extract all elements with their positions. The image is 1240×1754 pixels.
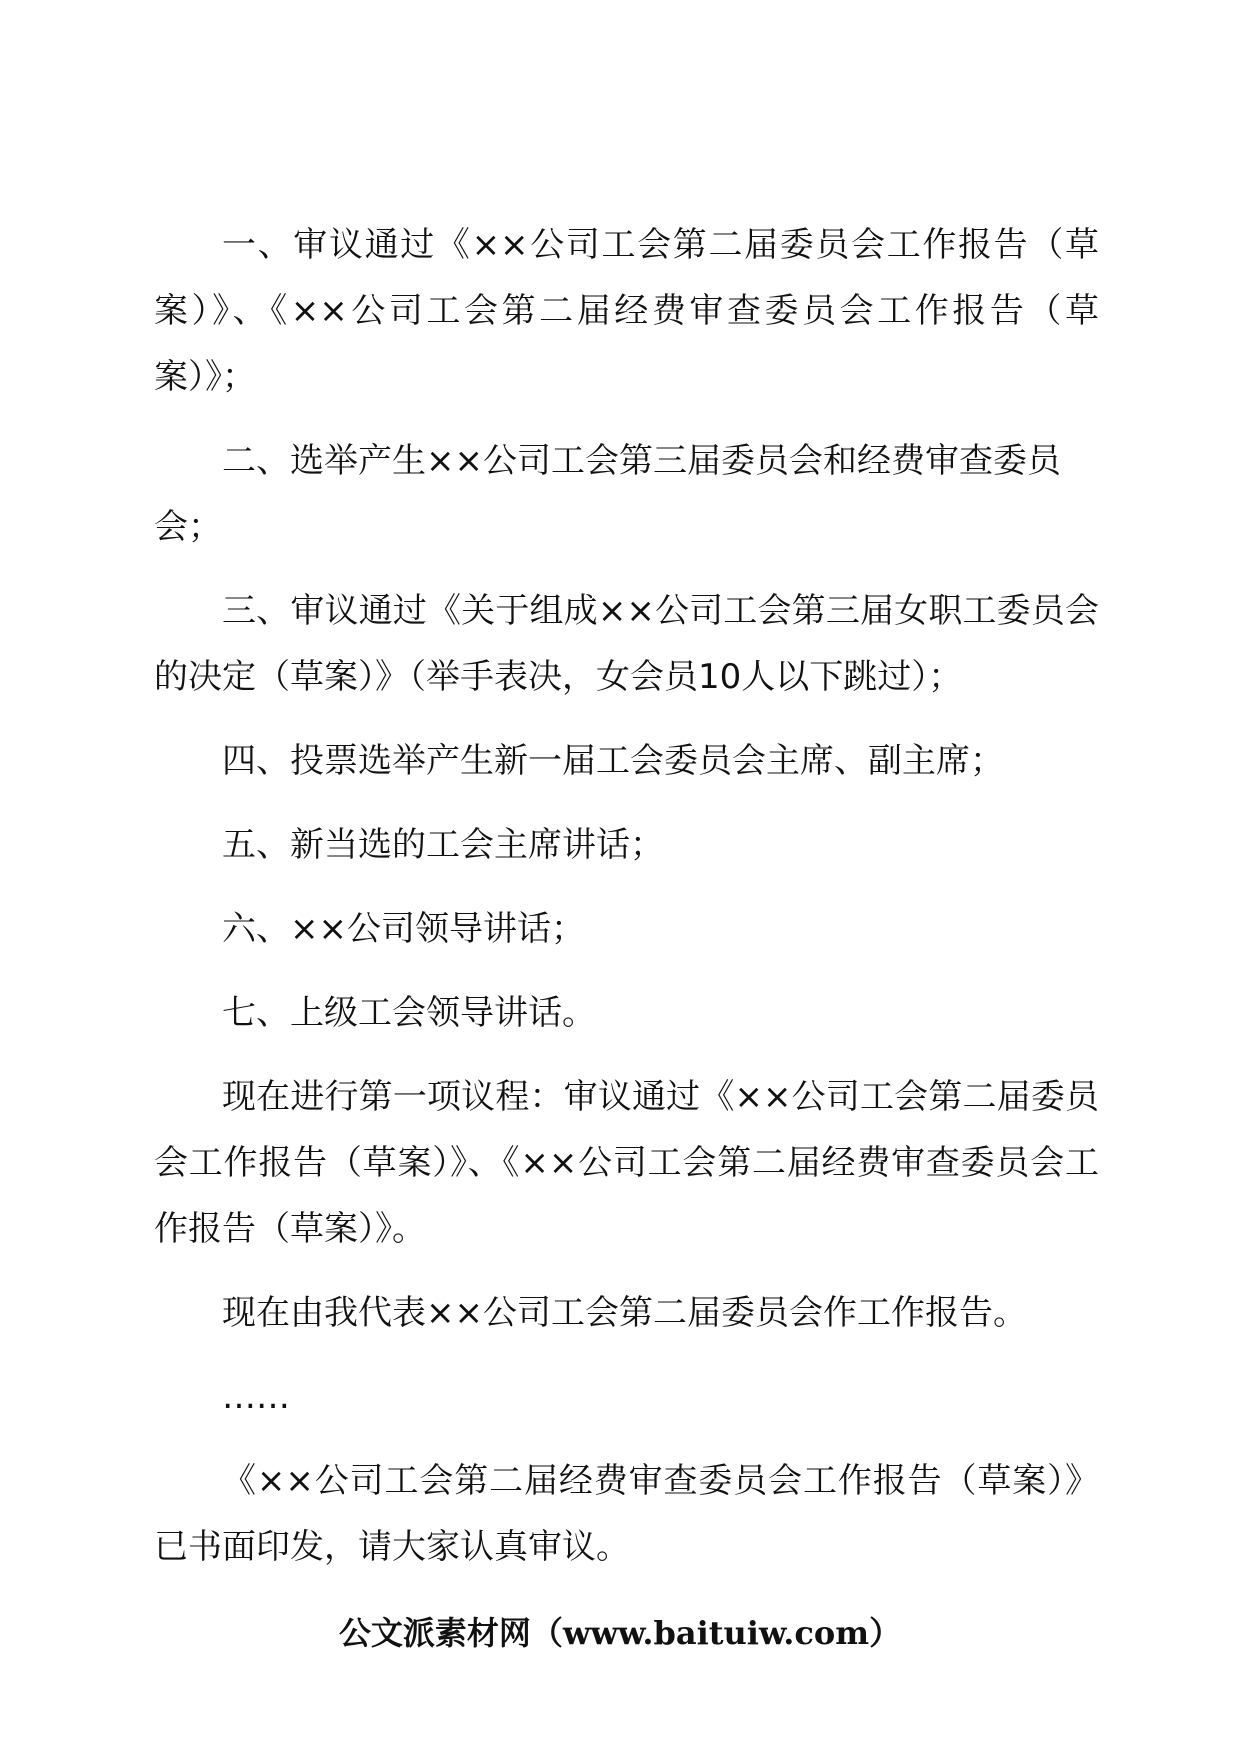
agenda-item-5: 五、新当选的工会主席讲话； <box>222 825 664 865</box>
document-body <box>154 212 1099 1598</box>
audit-report-note: 《××公司工会第二届经费审查委员会工作报告（草案）》已书面印发，请大家认真审议。 <box>154 1461 1099 1567</box>
agenda-item-2: 二、选举产生××公司工会第三届委员会和经费审查委员会； <box>154 441 1061 547</box>
agenda-item-7: 七、上级工会领导讲话。 <box>222 993 596 1033</box>
report-intro: 现在由我代表××公司工会第二届委员会作工作报告。 <box>222 1293 1027 1333</box>
agenda-item-3: 三、审议通过《关于组成××公司工会第三届女职工委员会的决定（草案）》（举手表决，女会员10人以下跳过）； <box>154 591 1099 697</box>
agenda-item-6: 六、××公司领导讲话； <box>222 909 585 949</box>
ellipsis: …… <box>222 1377 290 1417</box>
agenda-item-4: 四、投票选举产生新一届工会委员会主席、副主席； <box>222 741 1004 781</box>
footer-watermark: 公文派素材网（www.baituiw.com） <box>338 1614 902 1652</box>
agenda-item-1: 一、审议通过《××公司工会第二届委员会工作报告（草案）》、《××公司工会第二届经费审查委员会工作报告（草案）》； <box>154 225 1099 397</box>
first-agenda-announcement: 现在进行第一项议程：审议通过《××公司工会第二届委员会工作报告（草案）》、《××公司工会第二届经费审查委员会工作报告（草案）》。 <box>154 1077 1099 1249</box>
